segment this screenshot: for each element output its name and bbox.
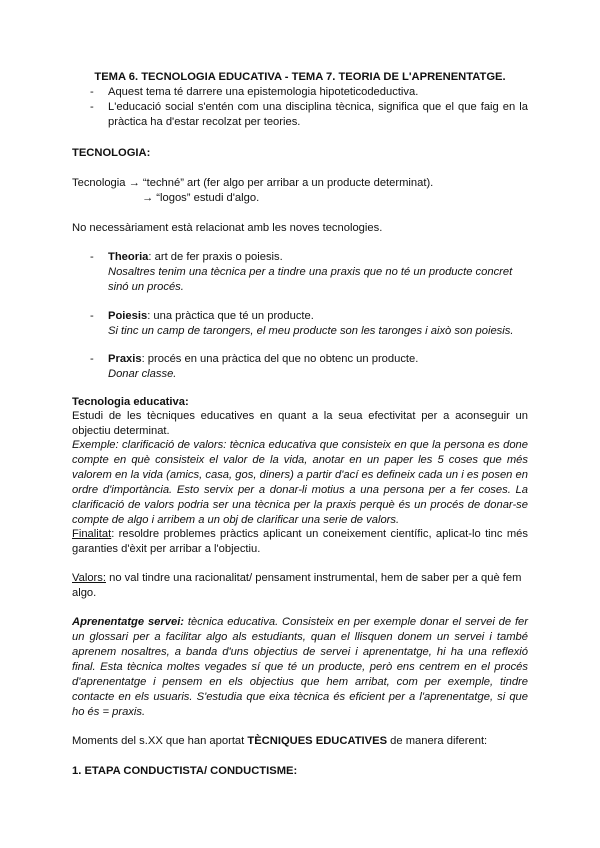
valors-label: Valors: bbox=[72, 572, 106, 584]
moments-line bbox=[72, 734, 487, 749]
aprenentatge-text: tècnica educativa. Consisteix en per exemple donar el servei de fer un glossari per a facilitar algo als estudiants, quan el llisquen donem un servei i també aprenem nosaltres, a banda d'uns objectius de servei i aprenentatge, hi ha una reflexió final. Esta tècnica moltes vegades sí que té un producte, però ens centrem en el procés d'aprenentatge i pensem en els objectius que hem arribat, com per exemple, tindre contacte en els usuaris. S'estudia que eixa tècnica és eficient per a l'aprenentatge, si que ho és = praxis. bbox=[72, 616, 529, 718]
moments-post: de manera diferent: bbox=[387, 735, 488, 747]
concept-term: Theoria bbox=[108, 251, 149, 263]
bullet-dash: - bbox=[90, 353, 94, 365]
concept-theoria bbox=[108, 250, 528, 295]
concept-example: Donar classe. bbox=[108, 368, 177, 380]
bullet-dash: - bbox=[90, 310, 94, 322]
moments-pre: Moments del s.XX que han aportat bbox=[72, 735, 248, 747]
intro-bullet: L'educació social s'entén com una disciplina tècnica, significa que el que faig en la pràctica ha d'estar recolzat per teories. bbox=[108, 101, 528, 128]
finalitat-label: Finalitat bbox=[72, 528, 112, 540]
concept-example: Si tinc un camp de tarongers, el meu producte son les taronges i això son poiesis. bbox=[108, 325, 514, 337]
finalitat-paragraph bbox=[72, 527, 528, 557]
section-heading-tecnologia: TECNOLOGIA: bbox=[72, 147, 151, 159]
aprenentatge-paragraph bbox=[72, 615, 528, 720]
concept-example: Nosaltres tenim una tècnica per a tindre una praxis que no té un producte concret sinó un procés. bbox=[108, 266, 513, 293]
tec-educativa-example: Exemple: clarificació de valors: tècnica educativa que consisteix en que la persona es done compte en què consisteix el valor de la vida, anotar en un paper les 5 coses que més valorem en la vida (amics, casa, gos, diners) a partir d'ací es defineix cada un i es posen en ordre d'importància. Esto servix per a donar-li motius a una persona per a fer coses. La clarificació de valors podria ser una tècnica per la praxis perquè és un procés de donar-se compte de algo i arribem a un obj de clarificar una serie de valors. bbox=[72, 439, 528, 526]
concept-definition: : procés en una pràctica del que no obtenc un producte. bbox=[141, 353, 419, 365]
intro-bullet: Aquest tema té darrere una epistemologia hipoteticodeductiva. bbox=[108, 86, 419, 98]
tec-educativa-text: Estudi de les tècniques educatives en quant a la seua efectivitat per a aconseguir un objectiu determinat. bbox=[72, 410, 528, 437]
aprenentatge-label: Aprenentatge servei: bbox=[72, 616, 185, 628]
concept-praxis bbox=[108, 352, 528, 382]
etymology-line: → “logos” estudi d'algo. bbox=[142, 192, 260, 204]
valors-paragraph bbox=[72, 571, 528, 601]
concept-definition: : una pràctica que té un producte. bbox=[147, 310, 314, 322]
bullet-dash: - bbox=[90, 101, 94, 113]
bullet-dash: - bbox=[90, 251, 94, 263]
concept-term: Poiesis bbox=[108, 310, 148, 322]
moments-bold: TÈCNIQUES EDUCATIVES bbox=[247, 735, 388, 747]
valors-text: no val tindre una racionalitat/ pensament instrumental, hem de saber per a què fem algo. bbox=[72, 572, 522, 599]
document-title: TEMA 6. TECNOLOGIA EDUCATIVA - TEMA 7. TEORIA DE L'APRENENTATGE. bbox=[94, 71, 506, 83]
concept-term: Praxis bbox=[108, 353, 142, 365]
concept-definition: : art de fer praxis o poiesis. bbox=[148, 251, 283, 263]
note-line: No necessàriament està relacionat amb les noves tecnologies. bbox=[72, 222, 383, 234]
bullet-dash: - bbox=[90, 86, 94, 98]
section-heading-tec-educativa: Tecnologia educativa: bbox=[72, 396, 189, 408]
etymology-line: Tecnologia → “techné” art (fer algo per arribar a un producte determinat). bbox=[72, 177, 434, 189]
finalitat-text: : resoldre problemes pràctics aplicant un coneixement científic, aplicat-lo tinc més garanties d'èxit per arribar a l'objectiu. bbox=[72, 528, 528, 555]
section-heading-etapa: 1. ETAPA CONDUCTISTA/ CONDUCTISME: bbox=[72, 765, 298, 777]
concept-poiesis bbox=[108, 309, 528, 339]
